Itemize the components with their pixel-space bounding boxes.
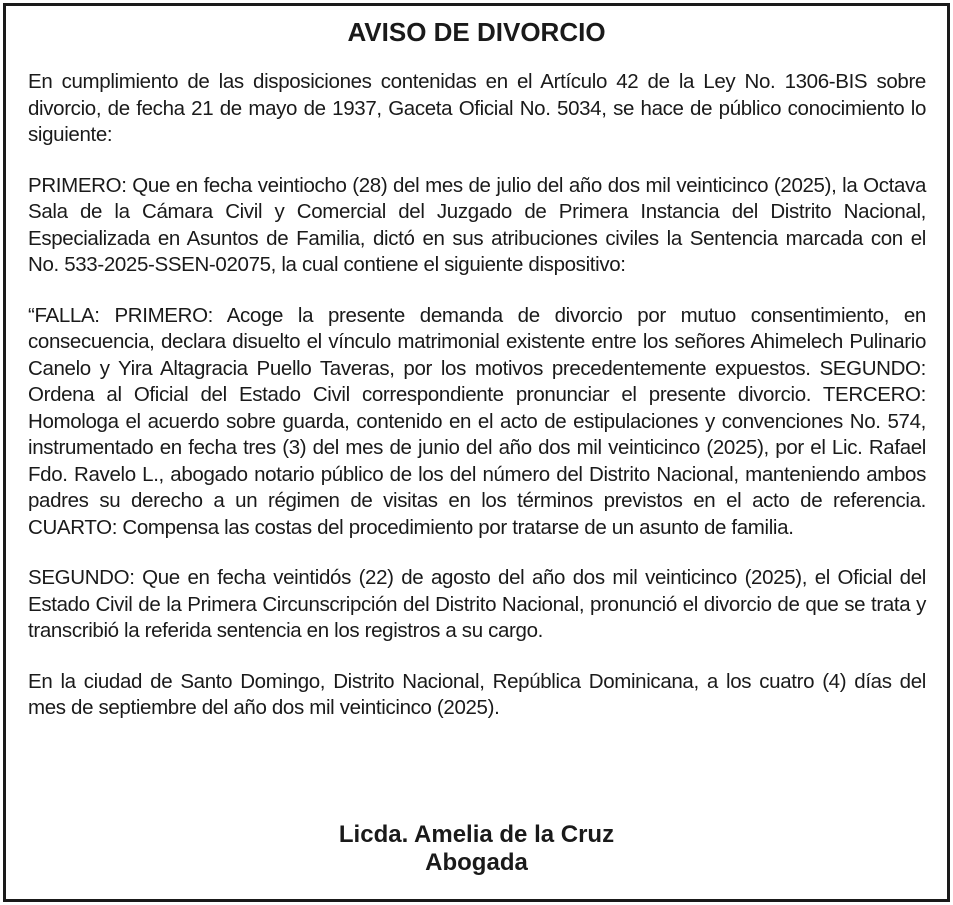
primero-paragraph: PRIMERO: Que en fecha veintiocho (28) del mes de julio del año dos mil veinticinco (2025), la Octava Sala de la Cámara Civil y Comercial del Juzgado de Primera Instancia del Distrito Nacional, Especializada en Asuntos de Familia, dictó en sus atribuciones civiles la Sentencia marcada con el No. 533-2025-SSEN-02075, la cual contiene el siguiente dispositivo: [28,173,926,276]
notice-body [28,69,926,722]
segundo-paragraph: SEGUNDO: Que en fecha veintidós (22) de agosto del año dos mil veinticinco (2025), el Oficial del Estado Civil de la Primera Circunscripción del Distrito Nacional, pronunció el divorcio de que se trata y transcribió la referida sentencia en los registros a su cargo. [28,566,926,642]
falla-paragraph: “FALLA: PRIMERO: Acoge la presente demanda de divorcio por mutuo consentimiento, en consecuencia, declara disuelto el vínculo matrimonial existente entre los señores Ahimelech Pulinario Canelo y Yira Altagracia Puello Taveras, por los motivos precedentemente expuestos. SEGUNDO: Ordena al Oficial del Estado Civil correspondiente pronunciar el presente divorcio. TERCERO: Homologa el acuerdo sobre guarda, contenido en el acto de estipulaciones y convenciones No. 574, instrumentado en fecha tres (3) del mes de junio del año dos mil veinticinco (2025), por el Lic. Rafael Fdo. Ravelo L., abogado notario público de los del número del Distrito Nacional, manteniendo ambos padres su derecho a un régimen de visitas en los términos previstos en el acto de referencia. CUARTO: Compensa las costas del procedimiento por tratarse de un asunto de familia. [28,303,926,539]
notice-title: AVISO DE DIVORCIO [347,17,606,47]
divorce-notice [3,3,950,902]
signature-block [6,821,947,877]
signatory-name: Licda. Amelia de la Cruz [338,821,615,848]
signatory-role: Abogada [425,849,528,876]
closing-paragraph: En la ciudad de Santo Domingo, Distrito Nacional, República Dominicana, a los cuatro (4) días del mes de septiembre del año dos mil veinticinco (2025). [28,669,926,719]
intro-paragraph: En cumplimiento de las disposiciones contenidas en el Artículo 42 de la Ley No. 1306-BIS sobre divorcio, de fecha 21 de mayo de 1937, Gaceta Oficial No. 5034, se hace de público conocimiento lo siguiente: [28,70,926,146]
